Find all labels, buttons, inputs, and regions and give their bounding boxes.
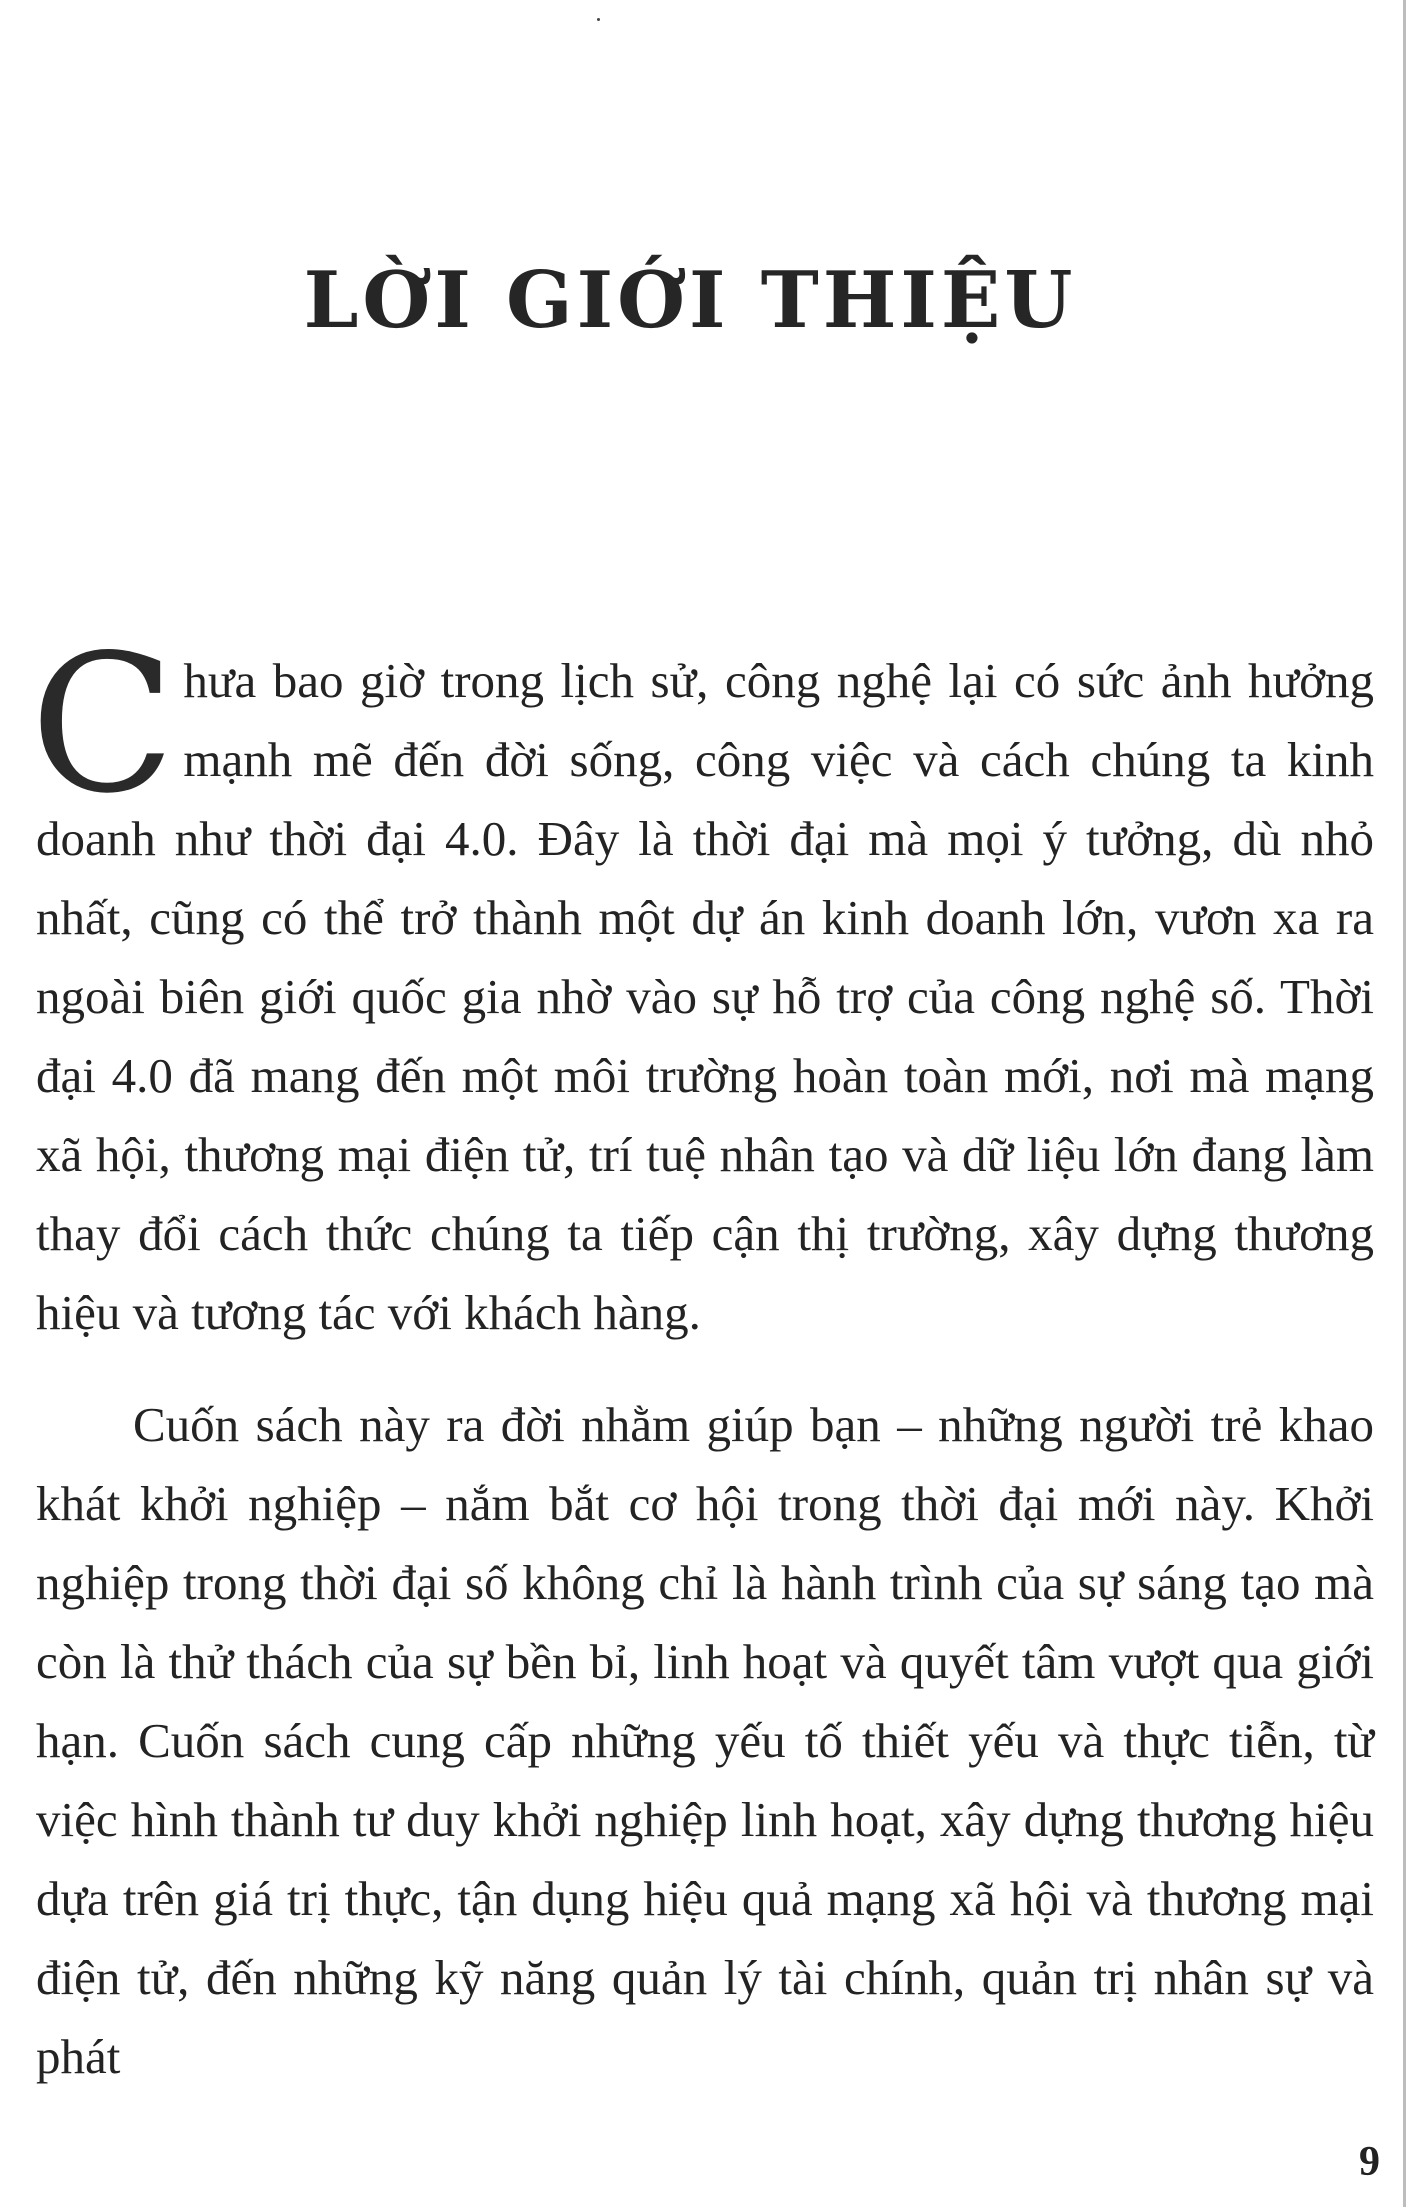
drop-cap: C: [30, 614, 176, 835]
page-number: 9: [1359, 2139, 1380, 2185]
page-title: LỜI GIỚI THIỆU: [303, 255, 1077, 346]
intro-paragraph-1-text: hưa bao giờ trong lịch sử, công nghệ lại có sức ảnh hưởng mạnh mẽ đến đời sống, công việc và cách chúng ta kinh doanh như thời đại 4.0. Đây là thời đại mà mọi ý tưởng, dù nhỏ nhất, cũng có thể trở thành một dự án kinh doanh lớn, vươn xa ra ngoài biên giới quốc gia nhờ vào sự hỗ trợ của công nghệ số. Thời đại 4.0 đã mang đến một môi trường hoàn toàn mới, nơi mà mạng xã hội, thương mại điện tử, trí tuệ nhân tạo và dữ liệu lớn đang làm thay đổi cách thức chúng ta tiếp cận thị trường, xây dựng thương hiệu và tương tác với khách hàng.: [36, 653, 1374, 1340]
intro-paragraph-2: Cuốn sách này ra đời nhằm giúp bạn – những người trẻ khao khát khởi nghiệp – nắm bắt cơ hội trong thời đại mới này. Khởi nghiệp trong thời đại số không chỉ là hành trình của sự sáng tạo mà còn là thử thách của sự bền bỉ, linh hoạt và quyết tâm vượt qua giới hạn. Cuốn sách cung cấp những yếu tố thiết yếu và thực tiễn, từ việc hình thành tư duy khởi nghiệp linh hoạt, xây dựng thương hiệu dựa trên giá trị thực, tận dụng hiệu quả mạng xã hội và thương mại điện tử, đến những kỹ năng quản lý tài chính, quản trị nhân sự và phát: [36, 1397, 1374, 2084]
scan-speck: [597, 18, 600, 21]
intro-paragraph-1: [30, 614, 1374, 1352]
